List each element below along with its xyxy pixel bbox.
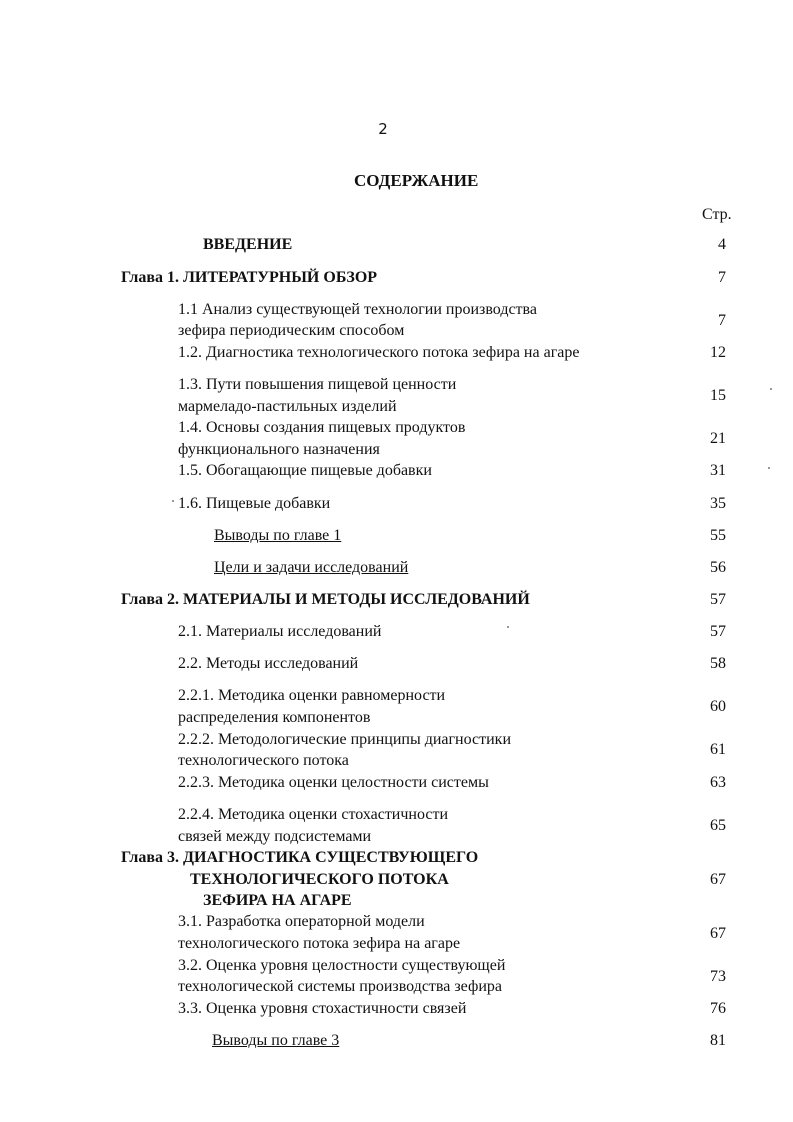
- toc-chapter-heading: Глава 2. МАТЕРИАЛЫ И МЕТОДЫ ИССЛЕДОВАНИЙ: [121, 591, 530, 608]
- toc-section-title: 3.2. Оценка уровня целостности существующей: [178, 957, 506, 974]
- toc-chapter-heading: Глава 3. ДИАГНОСТИКА СУЩЕСТВУЮЩЕГО: [121, 849, 479, 866]
- toc-page-number: 56: [710, 559, 726, 576]
- toc-page-number: 57: [710, 591, 726, 608]
- toc-section-title: 1.3. Пути повышения пищевой ценности: [178, 376, 457, 393]
- scan-speck: [768, 467, 770, 469]
- page-number: 2: [378, 120, 388, 138]
- toc-section-title: 1.6. Пищевые добавки: [178, 495, 331, 512]
- toc-section-title: 3.3. Оценка уровня стохастичности связей: [178, 1000, 467, 1017]
- toc-chapter-heading-continued: ЗЕФИРА НА АГАРЕ: [203, 892, 352, 909]
- toc-entry-introduction: ВВЕДЕНИЕ: [203, 236, 293, 253]
- toc-page-number: 15: [710, 387, 726, 404]
- toc-section-title: 2.2.3. Методика оценки целостности системы: [178, 774, 489, 791]
- scan-speck: [172, 500, 174, 502]
- toc-page-number: 67: [710, 871, 726, 888]
- toc-section-title: 2.2.1. Методика оценки равномерности: [178, 687, 446, 704]
- toc-chapter-heading-continued: ТЕХНОЛОГИЧЕСКОГО ПОТОКА: [190, 871, 449, 888]
- toc-page-number: 60: [710, 698, 726, 715]
- toc-chapter-heading: Глава 1. ЛИТЕРАТУРНЫЙ ОБЗОР: [121, 269, 378, 286]
- toc-page-number: 7: [718, 312, 726, 329]
- toc-page-number: 81: [710, 1032, 726, 1049]
- toc-section-title: 2.1. Материалы исследований: [178, 623, 382, 640]
- toc-page-number: 76: [710, 1000, 726, 1017]
- toc-page-number: 57: [710, 623, 726, 640]
- toc-section-title: 1.5. Обогащающие пищевые добавки: [178, 462, 432, 479]
- toc-page-number: 35: [710, 495, 726, 512]
- toc-section-title: 1.2. Диагностика технологического потока зефира на агаре: [178, 344, 580, 361]
- toc-conclusions-link: Выводы по главе 3: [212, 1032, 340, 1049]
- toc-section-title: 2.2. Методы исследований: [178, 655, 359, 672]
- toc-page-number: 73: [710, 968, 726, 985]
- toc-section-title: 2.2.4. Методика оценки стохастичности: [178, 806, 449, 823]
- toc-page-number: 63: [710, 774, 726, 791]
- toc-page-number: 55: [710, 527, 726, 544]
- toc-section-title-continued: распределения компонентов: [178, 709, 371, 726]
- scan-speck: [770, 388, 772, 390]
- toc-page-number: 12: [710, 344, 726, 361]
- toc-section-title: 1.1 Анализ существующей технологии производства: [178, 301, 537, 318]
- toc-conclusions-link: Выводы по главе 1: [214, 527, 342, 544]
- toc-section-title-continued: зефира периодическим способом: [178, 322, 405, 339]
- toc-page-number: 4: [718, 236, 726, 253]
- page-title: СОДЕРЖАНИЕ: [354, 171, 479, 190]
- toc-section-title-continued: связей между подсистемами: [178, 828, 372, 845]
- toc-page-number: 58: [710, 655, 726, 672]
- toc-section-title-continued: технологической системы производства зефира: [178, 978, 503, 995]
- toc-page-number: 61: [710, 741, 726, 758]
- scan-speck: [507, 626, 509, 628]
- toc-section-title: 3.1. Разработка операторной модели: [178, 913, 425, 930]
- toc-page-number: 7: [718, 269, 726, 286]
- toc-page-number: 21: [710, 430, 726, 447]
- toc-page-number: 65: [710, 817, 726, 834]
- page-column-header: Стр.: [702, 206, 732, 223]
- toc-page-number: 31: [710, 462, 726, 479]
- toc-section-title: 2.2.2. Методологические принципы диагностики: [178, 731, 512, 748]
- toc-section-title: 1.4. Основы создания пищевых продуктов: [178, 419, 466, 436]
- toc-section-title-continued: технологического потока зефира на агаре: [178, 935, 461, 952]
- toc-section-title-continued: мармеладо-пастильных изделий: [178, 398, 397, 415]
- toc-section-title-continued: технологического потока: [178, 752, 349, 769]
- toc-goals-link: Цели и задачи исследований: [214, 559, 409, 576]
- toc-section-title-continued: функционального назначения: [178, 441, 380, 458]
- toc-page-number: 67: [710, 925, 726, 942]
